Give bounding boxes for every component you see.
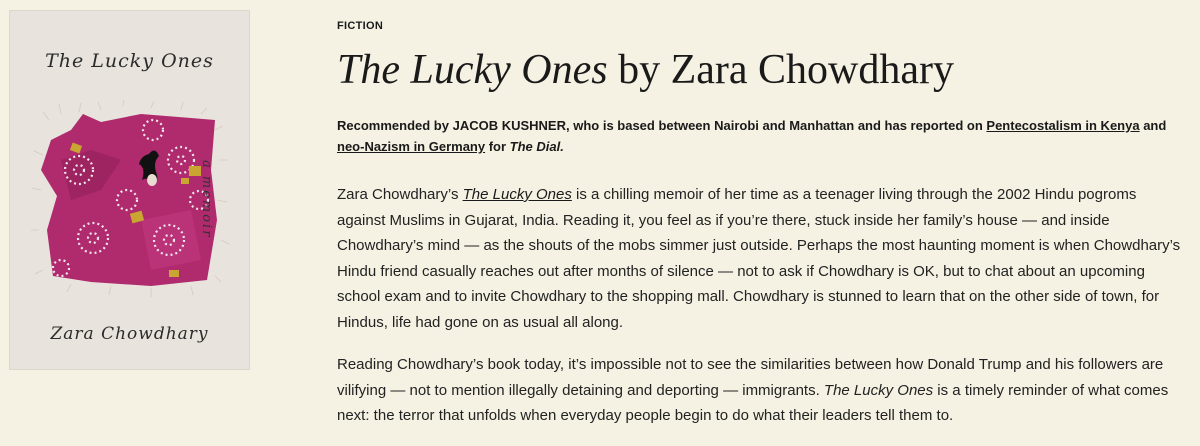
pentecostalism-kenya-link[interactable]: Pentecostalism in Kenya (986, 118, 1140, 133)
p2-lead: Reading Chowdhary’s book today, it’s impossible not to see the similarities between how Donald Trump and his followers are vilifying — not to mention illegally detaining and deporting — immigrants. (337, 356, 1164, 399)
rec-prefix: Recommended by (337, 118, 453, 133)
recommendation-note (337, 115, 1182, 157)
p2-text: is a timely reminder of what comes next: the terror that unfolds when everyday people begin to do what their leaders tell them to. (337, 381, 1169, 424)
rec-and: and (1139, 118, 1167, 133)
paragraph-1 (337, 182, 1182, 335)
p2-book-title: The Lucky Ones (823, 381, 934, 399)
publication-name: The Dial. (509, 139, 564, 154)
headline-byline: by Zara Chowdhary (607, 47, 955, 93)
headline (337, 44, 954, 96)
cover-author: Zara Chowdhary (50, 324, 209, 344)
headline-book-title: The Lucky Ones (337, 47, 608, 93)
book-title-link-text: The Lucky Ones (462, 186, 572, 203)
rec-for: for (485, 139, 510, 154)
p1-text: is a chilling memoir of her time as a teenager living through the 2002 Hindu pogroms against Muslims in Gujarat, India. Reading it, you feel as if you’re there, stuck inside her family’s house — and inside Chowdhary’s mind — as the shouts of the mobs simmer just outside. Perhaps the most haunting moment is when Chowdhary’s Hindu friend casually reaches out after months of silence — not to ask if Chowdhary is OK, but to chat about an upcoming school exam and to invite Chowdhary to the shopping mall. Chowdhary is stunned to learn that on the other side of town, for Hindus, life had gone on as usual all along. (337, 186, 1181, 331)
p1-lead: Zara Chowdhary’s (337, 186, 463, 203)
recommender-name: JACOB KUSHNER (452, 118, 566, 133)
rec-middle: , who is based between Nairobi and Manhattan and has reported on (566, 118, 987, 133)
paragraph-2 (337, 352, 1182, 429)
article-body (337, 182, 1182, 446)
cover-subtitle: a memoir (199, 160, 214, 239)
category-label: FICTION (337, 20, 384, 32)
cover-title: The Lucky Ones (45, 50, 214, 72)
book-cover[interactable] (9, 10, 250, 370)
neo-nazism-germany-link[interactable]: neo-Nazism in Germany (337, 139, 486, 154)
book-title-link[interactable] (463, 186, 572, 203)
